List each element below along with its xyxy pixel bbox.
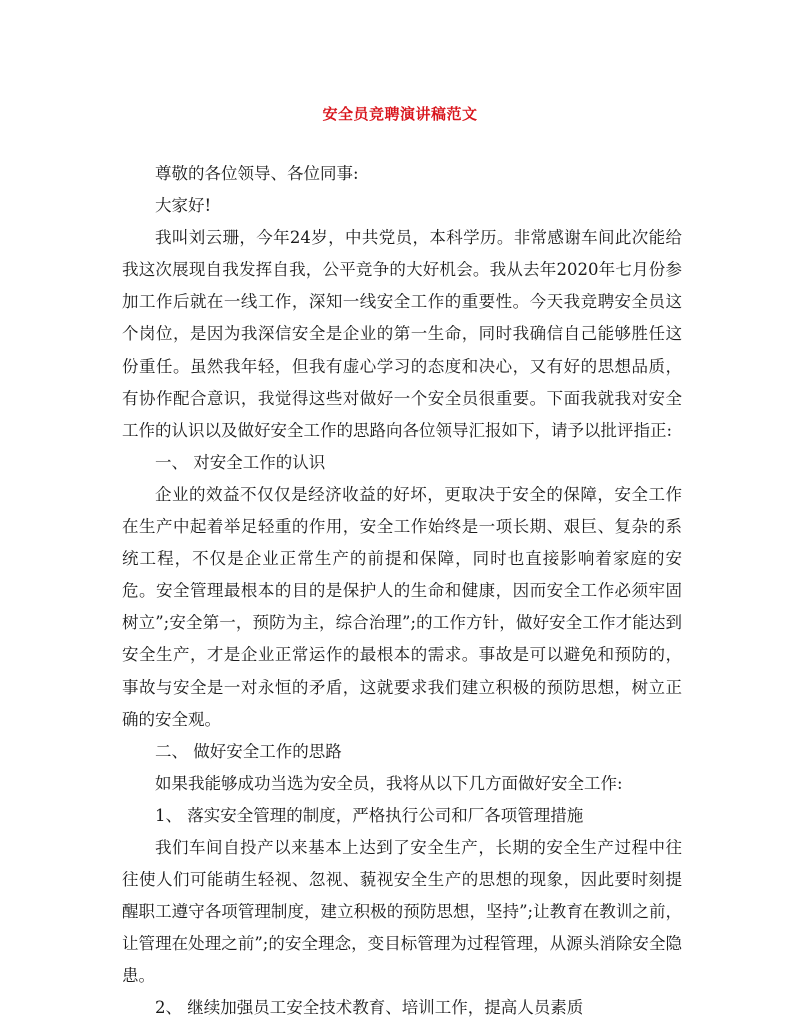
section-1-paragraph: 企业的效益不仅仅是经济收益的好坏，更取决于安全的保障，安全工作在生产中起着举足轻重的作用，安全工作始终是一项长期、艰巨、复杂的系统工程，不仅是企业正常生产的前提和保障，同时也直接影响着家庭的安危。安全管理最根本的目的是保护人的生命和健康，因而安全工作必须牢固树立”;安全第一，预防为主，综合治理”;的工作方针，做好安全工作才能达到安全生产，才是企业正常运作的最根本的需求。事故是可以避免和预防的，事故与安全是一对永恒的矛盾，这就要求我们建立积极的预防思想，树立正确的安全观。 [122,484,682,729]
item-2-heading: 2、 继续加强员工安全技术教育、培训工作，提高人员素质 [155,998,584,1018]
salutation: 尊敬的各位领导、各位同事: [155,164,359,183]
document-body [122,158,682,1025]
section-1-heading: 一、 对安全工作的认识 [155,452,326,472]
section-2-intro: 如果我能够成功当选为安全员，我将从以下几方面做好安全工作: [155,773,623,793]
item-1-heading: 1、 落实安全管理的制度，严格执行公司和厂各项管理措施 [155,805,584,825]
item-1-paragraph: 我们车间自投产以来基本上达到了安全生产，长期的安全生产过程中往往使人们可能萌生轻视、忽视、藐视安全生产的思想的现象，因此要时刻提醒职工遵守各项管理制度，建立积极的预防思想，坚持”;让教育在教训之前，让管理在处理之前”;的安全理念，变目标管理为过程管理，从源头消除安全隐患。 [122,837,682,986]
document-title: 安全员竞聘演讲稿范文 [322,105,478,123]
greeting: 大家好! [155,196,212,216]
intro-paragraph: 我叫刘云珊，今年24岁，中共党员，本科学历。非常感谢车间此次能给我这次展现自我发挥自我，公平竞争的大好机会。我从去年2020年七月份参加工作后就在一线工作，深知一线安全工作的重要性。今天我竞聘安全员这个岗位，是因为我深信安全是企业的第一生命，同时我确信自己能够胜任这份重任。虽然我年轻，但我有虚心学习的态度和决心，又有好的思想品质，有协作配合意识，我觉得这些对做好一个安全员很重要。下面我就我对安全工作的认识以及做好安全工作的思路向各位领导汇报如下，请予以批评指正: [122,228,682,440]
section-2-heading: 二、 做好安全工作的思路 [155,741,342,761]
